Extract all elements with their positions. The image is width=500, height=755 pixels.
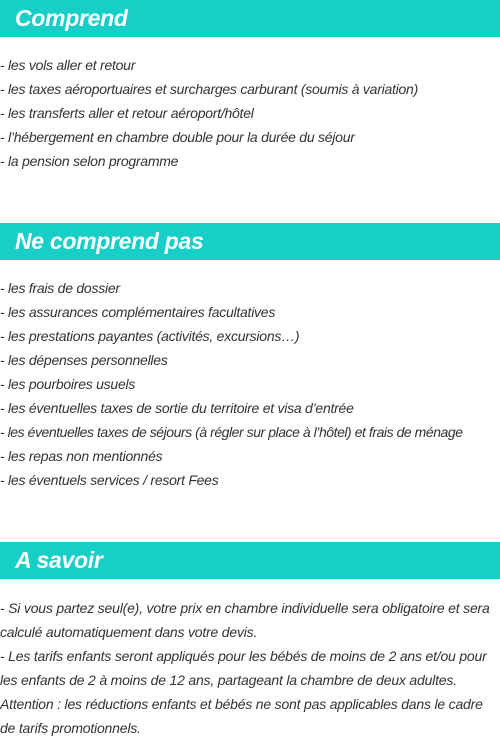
info-paragraph: - Les tarifs enfants seront appliqués pour les bébés de moins de 2 ans et/ou pour les enfants de 2 à moins de 12 ans, partageant la chambre de deux adultes. xyxy=(0,648,487,688)
a-savoir-body xyxy=(0,596,500,740)
section-comprend xyxy=(0,0,500,173)
list-item: - les éventuelles taxes de séjours (à régler sur place à l’hôtel) et frais de ménage xyxy=(0,424,463,440)
section-ne-comprend-pas xyxy=(0,223,500,492)
section-title-ne-comprend-pas: Ne comprend pas xyxy=(15,228,204,254)
section-header-ne-comprend-pas xyxy=(0,223,500,260)
list-ne-comprend-pas xyxy=(0,276,500,492)
section-a-savoir xyxy=(0,542,500,740)
list-comprend xyxy=(0,53,500,173)
list-item: - les éventuelles taxes de sortie du territoire et visa d’entrée xyxy=(0,400,354,416)
list-item: - la pension selon programme xyxy=(0,153,179,169)
list-item: - les repas non mentionnés xyxy=(0,448,163,464)
list-item: - les taxes aéroportuaires et surcharges carburant (soumis à variation) xyxy=(0,81,418,97)
section-title-a-savoir: A savoir xyxy=(15,547,103,573)
list-item: - les pourboires usuels xyxy=(0,376,136,392)
list-item: - l’hébergement en chambre double pour la durée du séjour xyxy=(0,129,355,145)
list-item: - les vols aller et retour xyxy=(0,57,136,73)
list-item: - les transferts aller et retour aéroport/hôtel xyxy=(0,105,254,121)
list-item: - les assurances complémentaires facultatives xyxy=(0,304,276,320)
section-title-comprend: Comprend xyxy=(15,5,128,31)
list-item: - les éventuels services / resort Fees xyxy=(0,472,219,488)
info-paragraph: - Si vous partez seul(e), votre prix en chambre individuelle sera obligatoire et sera calculé automatiquement dans votre devis. xyxy=(0,600,490,640)
list-item: - les prestations payantes (activités, excursions…) xyxy=(0,328,300,344)
section-header-comprend xyxy=(0,0,500,37)
section-header-a-savoir xyxy=(0,542,500,579)
list-item: - les frais de dossier xyxy=(0,280,120,296)
list-item: - les dépenses personnelles xyxy=(0,352,168,368)
info-paragraph: Attention : les réductions enfants et bébés ne sont pas applicables dans le cadre de tarifs promotionnels. xyxy=(0,696,483,736)
